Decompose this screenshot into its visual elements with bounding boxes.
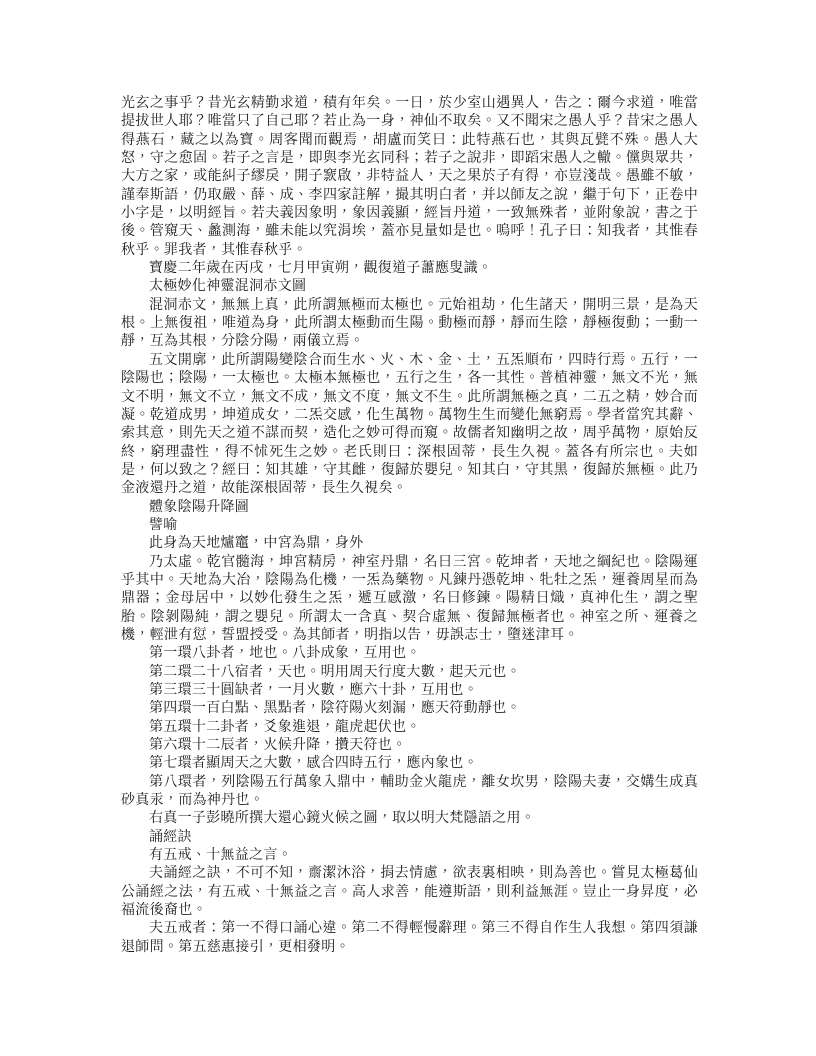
paragraph: 第六環十二辰者，火候升降，攢天符也。	[149, 738, 407, 754]
paragraph: 此身為天地爐竈，中宮為鼎，身外	[149, 536, 364, 552]
paragraph: 夫五戒者：第一不得口誦心違。第二不得輕慢辭理。第三不得自作生人我想。第四須謙退師問。第五慈惠接引，更相發明。	[121, 921, 698, 955]
paragraph: 有五戒、十無益之言。	[149, 848, 292, 864]
paragraph: 乃太虛。乾官髓海，坤宮精房，神室丹鼎，名曰三宮。乾坤者，天地之綱紀也。陰陽運乎其中。天地為大冶，陰陽為化機，一炁為藥物。凡鍊丹憑乾坤、牝牡之炁，運養周星而為鼎器；金母居中，以妙化發生之炁，遞互感激，名曰修鍊。陽精日熾，真神化生，謂之聖胎。陰剝陽純，謂之嬰兒。所謂太一含真、契合虛無、復歸無極者也。神室之所、運養之機，輕泄有愆，誓盟授受。為其師者，明指以告，毋誤志士，墮迷津耳。	[121, 554, 698, 643]
paragraph: 體象陰陽升降圖	[149, 499, 250, 515]
paragraph: 誦經訣	[149, 829, 192, 845]
paragraph: 第八環者，列陰陽五行萬象入鼎中，輔助金火龍虎，離女坎男，陰陽夫妻，交媾生成真砂真汞，而為神丹也。	[121, 774, 698, 809]
paragraph: 夫誦經之訣，不可不知，齋潔沐浴，捐去情慮，欲表裏相映，則為善也。嘗見太極葛仙公誦經之法，有五戒、十無益之言。高人求善，能遵斯語，則利益無涯。豈止一身昇度，必福流後裔也。	[121, 866, 698, 919]
paragraph: 第五環十二卦者，爻象進退，龍虎起伏也。	[149, 719, 421, 735]
paragraph: 光玄之事乎？昔光玄精勤求道，積有年矣。一日，於少室山遇異人，告之：爾今求道，唯當提拔世人耶？唯當只了自己耶？若止為一身，神仙不取矣。又不聞宋之愚人乎？昔宋之愚人得燕石，藏之以為寶。周客聞而觀焉，胡盧而笑曰：此特燕石也，其與瓦甓不殊。愚人大怒，守之愈固。若子之言是，即與李光玄同科；若子之說非，即蹈宋愚人之轍。儻與眾共，大方之家，或能糾子繆戾，開子窾啟，非特益人，天之果於子有得，亦豈淺哉。愚雖不敏，謹奉斯語，仍取嚴、薛、成、李四家註解，撮其明白者，并以師友之說，繼于句下，正卷中小字是，以明經旨。若夫義因象明，象因義顯，經旨丹道，一致無殊者，並附象說，書之于後。管窺天、蠡測海，雖未能以究涓埃，蓋亦見量如是也。嗚呼！孔子曰：知我者，其惟春秋乎。罪我者，其惟春秋乎。	[121, 96, 698, 258]
paragraph: 太極妙化神靈混洞赤文圖	[149, 279, 307, 295]
paragraph: 第一環八卦者，地也。八卦成象，互用也。	[149, 646, 421, 662]
paragraph: 右真一子彭曉所撰大還心鏡火候之圖，取以明大梵隱語之用。	[149, 811, 536, 827]
paragraph: 第二環二十八宿者，天也。明用周天行度大數，起天元也。	[149, 664, 521, 680]
paragraph: 五文開廓，此所謂陽變陰合而生水、火、木、金、土，五炁順布，四時行焉。五行，一陰陽也；陰陽，一太極也。太極本無極也，五行之生，各一其性。普植神靈，無文不光，無文不明，無文不立，無文不成，無文不度，無文不生。此所謂無極之真，二五之精，妙合而凝。乾道成男，坤道成女，二炁交感，化生萬物。萬物生生而變化無窮焉。學者當究其辭、索其意，則先天之道不謀而契，造化之妙可得而窺。故儒者知幽明之故，周乎萬物，原始反終，窮理盡性，得不怵死生之妙。老氏則曰：深根固蒂，長生久視。蓋各有所宗也。夫如是，何以致之？經曰：知其雄，守其雌，復歸於嬰兒。知其白，守其黑，復歸於無極。此乃金液還丹之道，故能深根固蒂，長生久視矣。	[121, 352, 698, 497]
page-text-block	[121, 95, 698, 957]
paragraph: 第七環者顯周天之大數，感合四時五行，應內象也。	[149, 756, 478, 772]
paragraph: 寶慶二年歲在丙戌，七月甲寅朔，觀復道子蕭應叟識。	[149, 261, 493, 277]
paragraph: 第四環一百白點、黑點者，陰符陽火刻漏，應天符動靜也。	[149, 701, 521, 717]
paragraph: 混洞赤文，無無上真，此所謂無極而太極也。元始祖劫，化生諸天，開明三景，是為天根。上無復祖，唯道為身，此所謂太極動而生陽。動極而靜，靜而生陰，靜極復動；一動一靜，互為其根，分陰分陽，兩儀立焉。	[121, 297, 698, 350]
paragraph: 第三環三十圓缺者，一月火數，應六十卦，互用也。	[149, 683, 478, 698]
paragraph: 譬喻	[149, 517, 178, 533]
